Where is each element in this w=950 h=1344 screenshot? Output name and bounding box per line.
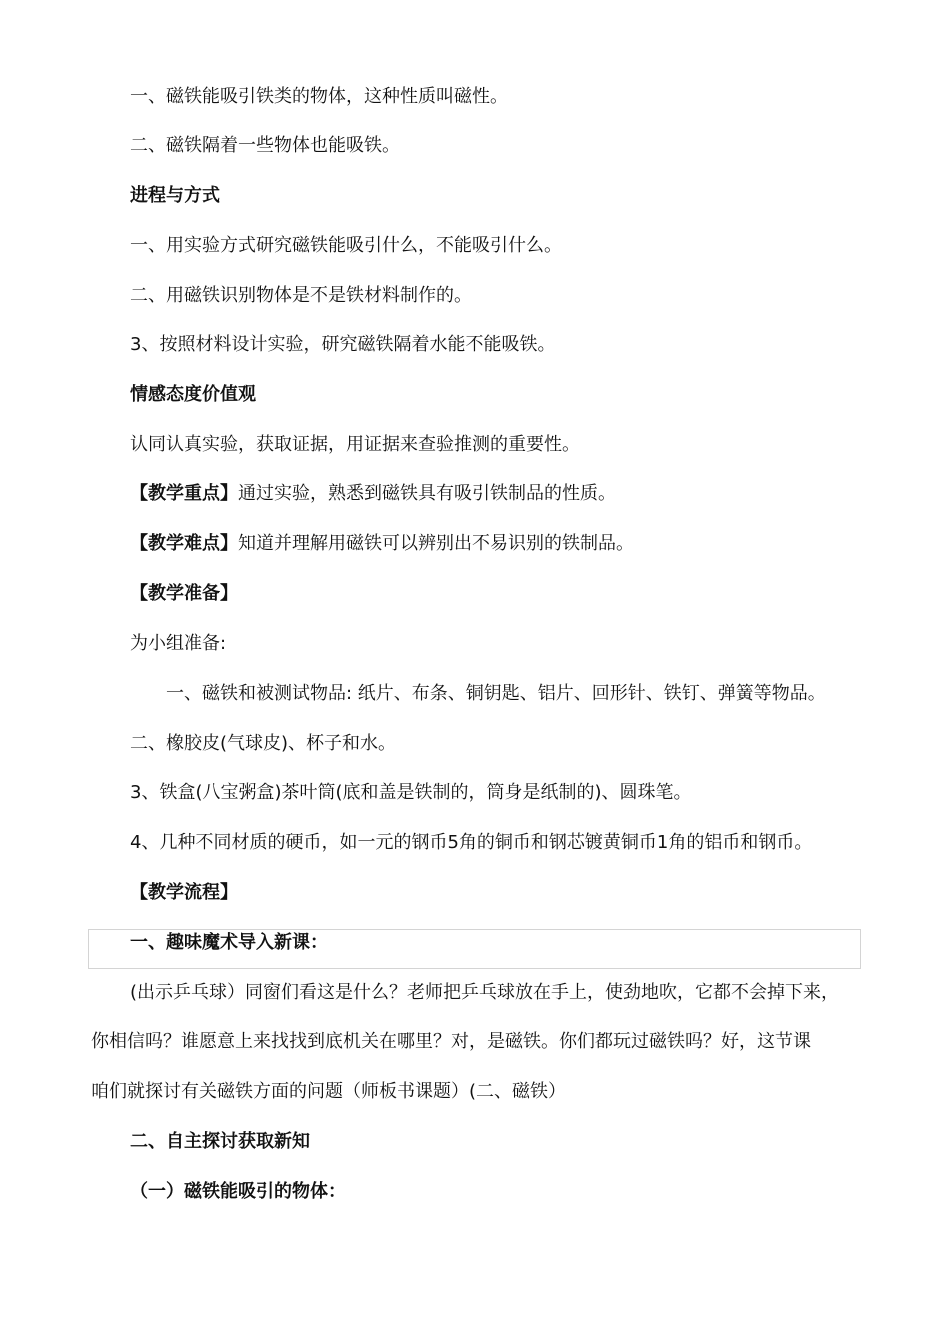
step-1-title: 一、趣味魔术导入新课： <box>130 932 328 953</box>
teaching-difficulty-text: 知道并理解用磁铁可以辨别出不易识别的铁制品。 <box>238 533 634 554</box>
teaching-key-label: 【教学重点】 <box>130 483 238 504</box>
emotion-item-1: 认同认真实验，获取证据，用证据来查验推测的重要性。 <box>130 434 580 455</box>
paragraph-line-1: (出示乒乓球）同窗们看这是什么？老师把乒乓球放在手上，使劲地吹，它都不会掉下来， <box>130 982 840 1003</box>
teaching-difficulty <box>130 532 634 556</box>
teaching-preparation-label: 【教学准备】 <box>130 583 238 604</box>
process-item-3: 3、按照材料设计实验，研究磁铁隔着水能不能吸铁。 <box>130 334 556 355</box>
teaching-flow-label: 【教学流程】 <box>130 882 238 903</box>
process-item-2: 二、用磁铁识别物体是不是铁材料制作的。 <box>130 285 472 306</box>
paragraph-line-2: 你相信吗？谁愿意上来找找到底机关在哪里？对，是磁铁。你们都玩过磁铁吗？好，这节课 <box>91 1031 811 1052</box>
teaching-key-point <box>130 482 616 506</box>
step-2-title: 二、自主探讨获取新知 <box>130 1131 310 1152</box>
objective-2: 二、磁铁隔着一些物体也能吸铁。 <box>130 135 400 156</box>
objective-1: 一、磁铁能吸引铁类的物体，这种性质叫磁性。 <box>130 86 508 107</box>
sub-section-1-title: （一）磁铁能吸引的物体： <box>130 1181 346 1202</box>
preparation-item-1: 一、磁铁和被测试物品: 纸片、布条、铜钥匙、铝片、回形针、铁钉、弹簧等物品。 <box>166 683 826 704</box>
preparation-item-3: 3、铁盒(八宝粥盒)茶叶筒(底和盖是铁制的，筒身是纸制的)、圆珠笔。 <box>130 782 692 803</box>
preparation-item-2: 二、橡胶皮(气球皮)、杯子和水。 <box>130 733 397 754</box>
preparation-item-4: 4、几种不同材质的硬币，如一元的钢币5角的铜币和钢芯镀黄铜币1角的铝币和钢币。 <box>130 832 813 853</box>
paragraph-line-3: 咱们就探讨有关磁铁方面的问题（师板书课题）(二、磁铁） <box>91 1081 567 1102</box>
teaching-key-text: 通过实验，熟悉到磁铁具有吸引铁制品的性质。 <box>238 483 616 504</box>
process-item-1: 一、用实验方式研究磁铁能吸引什么，不能吸引什么。 <box>130 235 562 256</box>
heading-process-and-method: 进程与方式 <box>130 185 220 206</box>
heading-emotion-attitude: 情感态度价值观 <box>130 384 256 405</box>
preparation-intro: 为小组准备: <box>130 633 227 654</box>
teaching-difficulty-label: 【教学难点】 <box>130 533 238 554</box>
